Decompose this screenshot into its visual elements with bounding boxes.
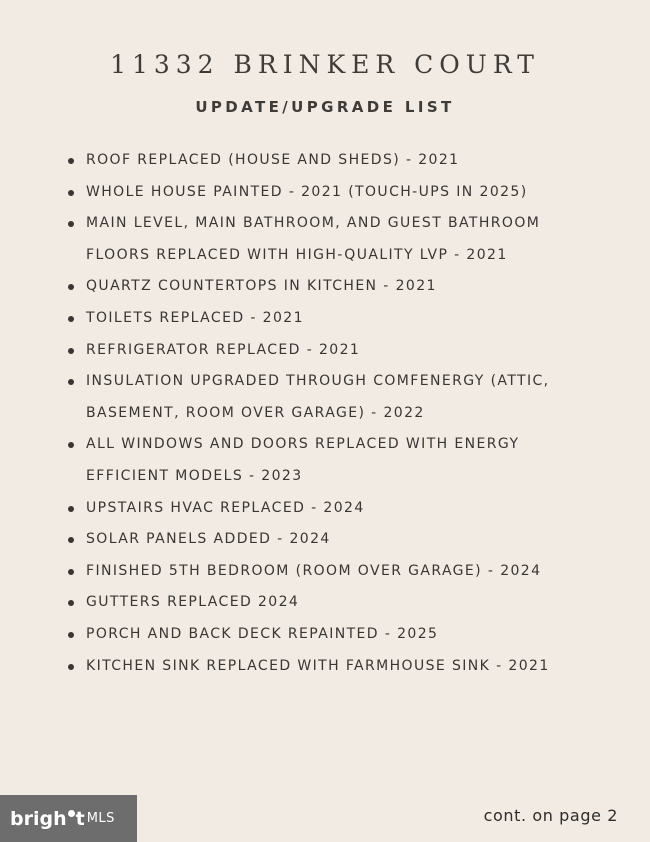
list-item (66, 556, 576, 588)
list-item-text: ALL WINDOWS AND DOORS REPLACED WITH ENERGY EFFICIENT MODELS - 2023 (86, 436, 520, 484)
bullet-icon (68, 442, 74, 448)
list-item (66, 177, 576, 209)
list-item-text: REFRIGERATOR REPLACED - 2021 (86, 341, 361, 358)
bullet-icon (68, 537, 74, 543)
bullet-icon (68, 600, 74, 606)
bullet-icon (68, 158, 74, 164)
update-list (66, 145, 576, 682)
list-item (66, 587, 576, 619)
list-item (66, 145, 576, 177)
bright-mls-logo (0, 795, 137, 842)
bullet-icon (68, 379, 74, 385)
list-item (66, 429, 576, 492)
list-item-text: ROOF REPLACED (HOUSE AND SHEDS) - 2021 (86, 152, 460, 168)
list-item (66, 335, 576, 367)
list-item-text: WHOLE HOUSE PAINTED - 2021 (TOUCH-UPS IN 2025) (86, 183, 528, 200)
list-item-text: MAIN LEVEL, MAIN BATHROOM, AND GUEST BATHROOM FLOORS REPLACED WITH HIGH-QUALITY LVP - 2021 (86, 215, 541, 263)
logo-brand-text-b: t (75, 807, 85, 830)
list-item (66, 208, 576, 271)
list-item-text: UPSTAIRS HVAC REPLACED - 2024 (86, 499, 365, 516)
bullet-icon (68, 316, 74, 322)
bullet-icon (68, 569, 74, 575)
bullet-icon (68, 506, 74, 512)
logo-brand-text-a: brigh (10, 807, 67, 830)
bullet-icon (68, 348, 74, 354)
bullet-icon (68, 664, 74, 670)
bullet-icon (68, 190, 74, 196)
bullet-icon (68, 632, 74, 638)
list-item-text: PORCH AND BACK DECK REPAINTED - 2025 (86, 625, 439, 642)
bullet-icon (68, 284, 74, 290)
list-item-text: TOILETS REPLACED - 2021 (86, 309, 304, 326)
list-item-text: INSULATION UPGRADED THROUGH COMFENERGY (ATTIC, BASEMENT, ROOM OVER GARAGE) - 2022 (86, 373, 550, 421)
list-item (66, 271, 576, 303)
list-item-text: FINISHED 5TH BEDROOM (ROOM OVER GARAGE) - 2024 (86, 562, 542, 579)
continued-note: cont. on page 2 (483, 806, 618, 825)
logo-sub-text: MLS (86, 811, 115, 826)
logo-dot-icon (68, 810, 75, 817)
list-item-text: QUARTZ COUNTERTOPS IN KITCHEN - 2021 (86, 278, 437, 295)
list-item (66, 619, 576, 651)
list-item (66, 366, 576, 429)
list-item (66, 303, 576, 335)
list-item (66, 651, 576, 683)
page-title: 11332 BRINKER COURT (110, 50, 540, 79)
bullet-icon (68, 221, 74, 227)
list-item-text: KITCHEN SINK REPLACED WITH FARMHOUSE SINK - 2021 (86, 657, 550, 674)
page-subtitle: UPDATE/UPGRADE LIST (195, 98, 455, 116)
list-item-text: GUTTERS REPLACED 2024 (86, 594, 300, 611)
list-item-text: SOLAR PANELS ADDED - 2024 (86, 531, 331, 548)
list-item (66, 493, 576, 525)
list-item (66, 524, 576, 556)
